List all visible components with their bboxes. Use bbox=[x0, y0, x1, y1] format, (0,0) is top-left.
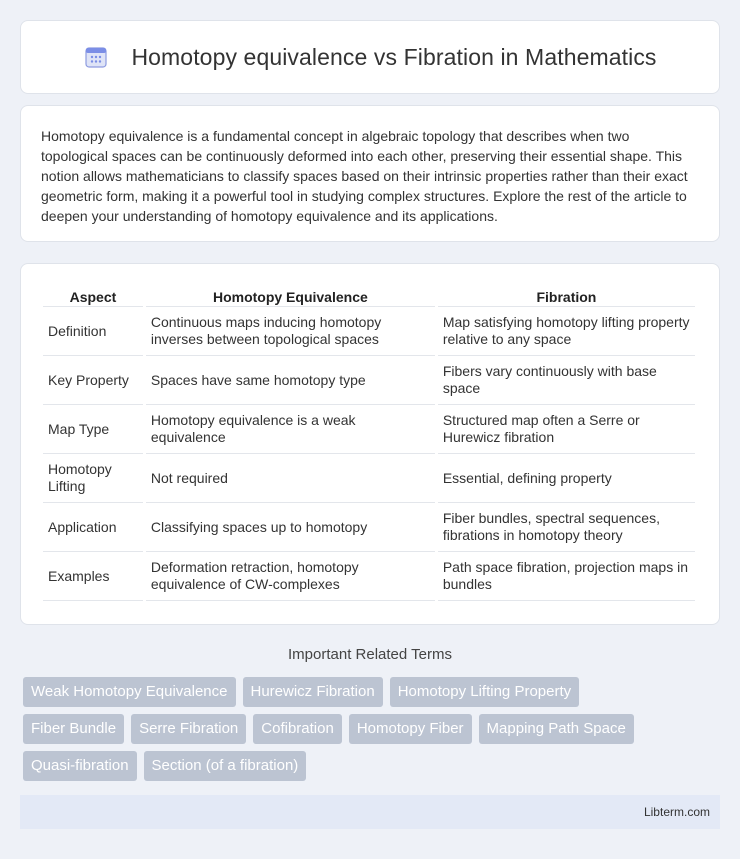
row-homotopy-equivalence: Continuous maps inducing homotopy inverses between topological spaces bbox=[146, 307, 435, 356]
row-fibration: Map satisfying homotopy lifting property relative to any space bbox=[438, 307, 695, 356]
comparison-card bbox=[20, 263, 720, 625]
tag-section-of-a-fibration[interactable]: Section (of a fibration) bbox=[144, 751, 307, 781]
table-row bbox=[43, 356, 695, 405]
tag-homotopy-fiber[interactable]: Homotopy Fiber bbox=[349, 714, 472, 744]
row-fibration: Structured map often a Serre or Hurewicz fibration bbox=[438, 405, 695, 454]
tag-cofibration[interactable]: Cofibration bbox=[253, 714, 342, 744]
table-row bbox=[43, 503, 695, 552]
row-aspect: Examples bbox=[43, 552, 143, 601]
row-homotopy-equivalence: Homotopy equivalence is a weak equivalence bbox=[146, 405, 435, 454]
header-fibration: Fibration bbox=[438, 284, 695, 307]
row-aspect: Definition bbox=[43, 307, 143, 356]
table-row bbox=[43, 552, 695, 601]
tag-quasi-fibration[interactable]: Quasi-fibration bbox=[23, 751, 137, 781]
row-homotopy-equivalence: Not required bbox=[146, 454, 435, 503]
tag-row bbox=[23, 751, 723, 781]
table-row bbox=[43, 454, 695, 503]
row-aspect: Homotopy Lifting bbox=[43, 454, 143, 503]
calendar-grid-icon bbox=[83, 44, 109, 70]
table-row bbox=[43, 307, 695, 356]
intro-paragraph: Homotopy equivalence is a fundamental concept in algebraic topology that describes when two topological spaces can be continuously deformed into each other, preserving their essential shape. This notion allows mathematicians to classify spaces based on their intrinsic properties rather than their exact geometric form, making it a powerful tool in studying complex structures. Explore the rest of the article to deepen your understanding of homotopy equivalence and its applications. bbox=[41, 128, 688, 224]
footer-site-link[interactable]: Libterm.com bbox=[643, 805, 710, 819]
tag-row bbox=[23, 714, 723, 744]
tag-homotopy-lifting-property[interactable]: Homotopy Lifting Property bbox=[390, 677, 579, 707]
table-header-row bbox=[43, 284, 695, 307]
row-homotopy-equivalence: Deformation retraction, homotopy equivalence of CW-complexes bbox=[146, 552, 435, 601]
page-title: Homotopy equivalence vs Fibration in Mathematics bbox=[131, 43, 657, 70]
tag-fiber-bundle[interactable]: Fiber Bundle bbox=[23, 714, 124, 744]
row-fibration: Fiber bundles, spectral sequences, fibrations in homotopy theory bbox=[438, 503, 695, 552]
row-homotopy-equivalence: Spaces have same homotopy type bbox=[146, 356, 435, 405]
table-row bbox=[43, 405, 695, 454]
tag-row bbox=[23, 677, 723, 707]
tag-hurewicz-fibration[interactable]: Hurewicz Fibration bbox=[243, 677, 383, 707]
row-homotopy-equivalence: Classifying spaces up to homotopy bbox=[146, 503, 435, 552]
row-fibration: Fibers vary continuously with base space bbox=[438, 356, 695, 405]
tag-mapping-path-space[interactable]: Mapping Path Space bbox=[479, 714, 634, 744]
row-aspect: Key Property bbox=[43, 356, 143, 405]
tag-serre-fibration[interactable]: Serre Fibration bbox=[131, 714, 246, 744]
header-aspect: Aspect bbox=[43, 284, 143, 307]
row-aspect: Application bbox=[43, 503, 143, 552]
row-fibration: Path space fibration, projection maps in bundles bbox=[438, 552, 695, 601]
row-aspect: Map Type bbox=[43, 405, 143, 454]
intro-card bbox=[20, 105, 720, 242]
related-terms-title: Important Related Terms bbox=[288, 646, 452, 663]
related-terms-list bbox=[23, 677, 723, 788]
title-card bbox=[20, 20, 720, 94]
header-homotopy-equivalence: Homotopy Equivalence bbox=[146, 284, 435, 307]
comparison-table bbox=[40, 284, 698, 601]
tag-weak-homotopy-equivalence[interactable]: Weak Homotopy Equivalence bbox=[23, 677, 236, 707]
row-fibration: Essential, defining property bbox=[438, 454, 695, 503]
footer bbox=[20, 795, 720, 829]
